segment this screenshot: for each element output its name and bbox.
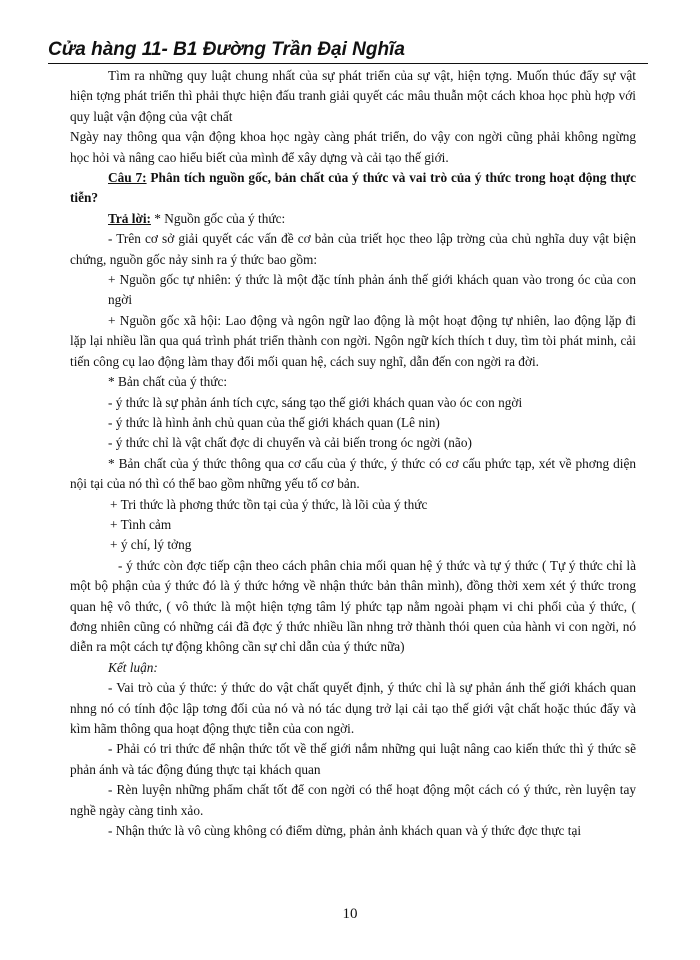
structure-item: + Tình cảm — [110, 516, 172, 532]
structure-paragraph: * Bản chất của ý thức thông qua cơ cấu của ý thức, ý thức có cơ cấu phức tạp, xét về phơng diện nội tại của nó thì có thể bao gồm những yếu tố cơ bản. — [70, 455, 636, 492]
origin-title: * Nguồn gốc của ý thức: — [150, 210, 286, 226]
essence-item: - ý thức là sự phản ánh tích cực, sáng tạo thế giới khách quan vào óc con ngời — [108, 394, 523, 410]
answer-label: Trả lời: — [108, 210, 151, 226]
conclusion-label: Kết luận: — [108, 659, 158, 675]
conclusion-item: - Phải có tri thức để nhận thức tốt về thế giới nắm những qui luật nâng cao kiến thức thì ý thức sẽ phản ánh và tác động đúng thực tại khách quan — [70, 741, 636, 777]
natural-origin-item: + Nguồn gốc tự nhiên: ý thức là một đặc tính phản ánh thế giới khách quan vào trong óc của con ngời — [108, 272, 636, 308]
social-origin-item: + Nguồn gốc xã hội: Lao động và ngôn ngữ lao động là một hoạt động tự nhiên, lao động lặp đi lặp lại nhiều lần qua quá trình phát triển thành con ngời. Ngôn ngữ kích thích t duy, tìm tòi phát minh, cải tiến công cụ lao động làm thay đổi mối quan hệ, cách suy nghĩ, dẫn đến con ngời ra đời. — [70, 312, 636, 369]
question-label: Câu 7: — [108, 170, 147, 186]
essence-item: - ý thức chỉ là vật chất đợc di chuyển và cải biến trong óc ngời (não) — [108, 435, 472, 451]
essence-item: - ý thức là hình ảnh chủ quan của thế giới khách quan (Lê nin) — [108, 414, 440, 430]
structure-item: + Tri thức là phơng thức tồn tại của ý thức, là lõi của ý thức — [110, 496, 428, 512]
question-text: Phân tích nguồn gốc, bản chất của ý thức và vai trò của ý thức trong hoạt động thực tiễn? — [70, 170, 637, 206]
page-header: Cửa hàng 11- B1 Đường Trần Đại Nghĩa — [48, 38, 648, 64]
question-heading — [70, 168, 636, 209]
essence-title: * Bản chất của ý thức: — [108, 374, 228, 390]
conclusion-item: - Nhận thức là vô cùng không có điểm dừng, phản ảnh khách quan và ý thức đợc thực tại — [108, 823, 582, 839]
document-body — [70, 66, 636, 841]
conclusion-item: - Rèn luyện những phẩm chất tốt để con ngời có thể hoạt động một cách có ý thức, rèn luyện tay nghề ngày càng tinh xảo. — [70, 782, 636, 818]
dialectic-paragraph: - Trên cơ sở giải quyết các vấn đề cơ bản của triết học theo lập trờng của chủ nghĩa duy vật biện chứng, nguồn gốc nảy sinh ra ý thức bao gồm: — [70, 231, 636, 267]
intro-paragraph-1: Tìm ra những quy luật chung nhất của sự phát triển của sự vật, hiện tợng. Muốn thúc đẩy sự vật hiện tợng phát triển thì phải thực hiện đấu tranh giải quyết các mâu thuẫn một cách khoa học phù hợp với quy luật vận động của vật chất — [70, 68, 636, 124]
answer-origin-heading — [70, 209, 636, 229]
conclusion-item: - Vai trò của ý thức: ý thức do vật chất quyết định, ý thức chỉ là sự phản ánh thế giới khách quan nhng nó có tính độc lập tơng đối của nó và nó tác dụng trở lại cải tạo thế giới vật chất hoặc thúc đẩy và kìm hãm thông qua hoạt động thực tiễn của con ngời. — [70, 680, 636, 736]
approach-paragraph: - ý thức còn đợc tiếp cận theo cách phân chia mối quan hệ ý thức và tự ý thức ( Tự ý thức chỉ là một bộ phận của ý thức đó là ý thức hớng về nhận thức bản thân mình), đồng thời xem xét ý thức trong quan hệ vô thức, ( vô thức là một hiện tợng tâm lý phức tạp nằm ngoài phạm vi chi phối của ý thức, ( đơng nhiên cũng có những cái đã đợc ý thức nhiều lần nhng trở thành thói quen của hành vi con ngời, nó diễn ra một cách tự động không cần sự chỉ dẫn của ý thức nữa) — [70, 557, 636, 655]
intro-paragraph-2: Ngày nay thông qua vận động khoa học ngày càng phát triển, do vậy con ngời cũng phải không ngừng học hỏi và nâng cao hiểu biết của mình để xây dựng và cải tạo thế giới. — [70, 129, 636, 165]
structure-item: + ý chí, lý tởng — [110, 537, 192, 553]
page-number: 10 — [342, 906, 358, 922]
